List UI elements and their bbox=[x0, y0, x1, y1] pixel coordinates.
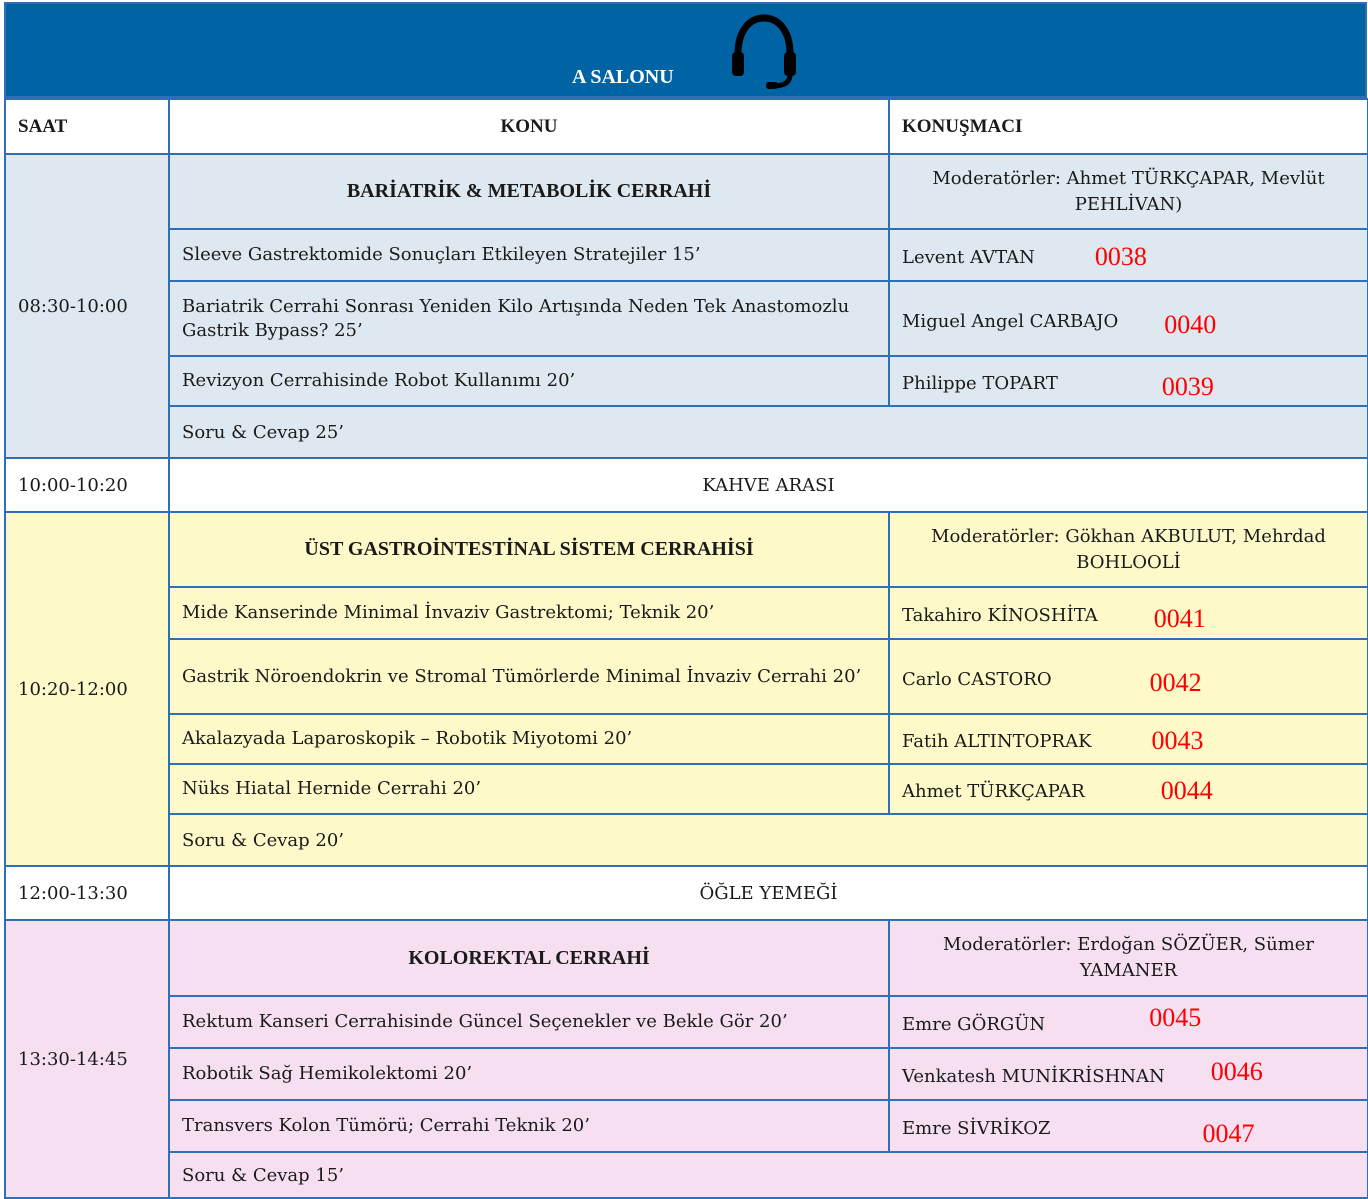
talk-topic: Rektum Kanseri Cerrahisinde Güncel Seçenekler ve Bekle Gör 20’ bbox=[169, 996, 889, 1048]
speaker-name: Carlo CASTORO bbox=[902, 668, 1052, 690]
break-label: ÖĞLE YEMEĞİ bbox=[169, 866, 1368, 920]
speaker-name: Miguel Angel CARBAJO bbox=[902, 310, 1119, 332]
abstract-code: 0039 bbox=[1161, 372, 1214, 401]
speaker-name: Venkatesh MUNİKRİSHNAN bbox=[902, 1066, 1165, 1087]
col-header-konusmaci: KONUŞMACI bbox=[889, 99, 1368, 154]
table-row bbox=[5, 356, 1368, 406]
abstract-code: 0043 bbox=[1151, 726, 1204, 755]
talk-speaker-cell bbox=[889, 229, 1368, 281]
speaker-name: Philippe TOPART bbox=[902, 373, 1058, 394]
qa-row bbox=[5, 1152, 1368, 1198]
speaker-name: Levent AVTAN bbox=[902, 247, 1035, 268]
session-time: 13:30-14:45 bbox=[5, 920, 169, 1198]
hall-title: A SALONU bbox=[572, 66, 674, 88]
talk-topic: Gastrik Nöroendokrin ve Stromal Tümörlerde Minimal İnvaziv Cerrahi 20’ bbox=[169, 639, 889, 714]
schedule-table bbox=[4, 98, 1368, 1199]
talk-topic: Bariatrik Cerrahi Sonrası Yeniden Kilo Artışında Neden Tek Anastomozlu Gastrik Bypass? 25’ bbox=[169, 281, 889, 356]
table-row bbox=[5, 1100, 1368, 1152]
session-title-row bbox=[5, 920, 1368, 996]
abstract-code: 0047 bbox=[1202, 1119, 1255, 1148]
col-header-konu: KONU bbox=[169, 99, 889, 154]
talk-speaker-cell bbox=[889, 714, 1368, 764]
table-row bbox=[5, 587, 1368, 639]
talk-topic: Sleeve Gastrektomide Sonuçları Etkileyen Stratejiler 15’ bbox=[169, 229, 889, 281]
abstract-code: 0046 bbox=[1210, 1057, 1263, 1086]
talk-speaker-cell bbox=[889, 1100, 1368, 1152]
hall-header bbox=[4, 2, 1367, 98]
moderators: Moderatörler: Ahmet TÜRKÇAPAR, Mevlüt PEHLİVAN) bbox=[889, 154, 1368, 229]
table-row bbox=[5, 996, 1368, 1048]
qa-label: Soru & Cevap 25’ bbox=[169, 406, 1368, 458]
talk-topic: Robotik Sağ Hemikolektomi 20’ bbox=[169, 1048, 889, 1100]
table-row bbox=[5, 1048, 1368, 1100]
table-row bbox=[5, 639, 1368, 714]
speaker-name: Takahiro KİNOSHİTA bbox=[902, 605, 1098, 626]
qa-row bbox=[5, 814, 1368, 866]
talk-topic: Nüks Hiatal Hernide Cerrahi 20’ bbox=[169, 764, 889, 814]
speaker-name: Emre GÖRGÜN bbox=[902, 1014, 1046, 1035]
table-row bbox=[5, 281, 1368, 356]
qa-label: Soru & Cevap 20’ bbox=[169, 814, 1368, 866]
session-title: BARİATRİK & METABOLİK CERRAHİ bbox=[169, 154, 889, 229]
abstract-code: 0041 bbox=[1153, 604, 1206, 633]
session-title: ÜST GASTROİNTESTİNAL SİSTEM CERRAHİSİ bbox=[169, 512, 889, 587]
break-row bbox=[5, 458, 1368, 512]
talk-topic: Akalazyada Laparoskopik – Robotik Miyotomi 20’ bbox=[169, 714, 889, 764]
table-row bbox=[5, 714, 1368, 764]
session-title-row bbox=[5, 154, 1368, 229]
headset-icon bbox=[728, 14, 800, 90]
talk-speaker-cell bbox=[889, 1048, 1368, 1100]
col-header-saat: SAAT bbox=[5, 99, 169, 154]
talk-speaker-cell bbox=[889, 639, 1368, 714]
speaker-name: Fatih ALTINTOPRAK bbox=[902, 731, 1092, 752]
session-title: KOLOREKTAL CERRAHİ bbox=[169, 920, 889, 996]
talk-topic: Mide Kanserinde Minimal İnvaziv Gastrektomi; Teknik 20’ bbox=[169, 587, 889, 639]
abstract-code: 0044 bbox=[1160, 776, 1213, 805]
program-schedule bbox=[4, 2, 1367, 1187]
qa-label: Soru & Cevap 15’ bbox=[169, 1152, 1368, 1198]
talk-topic: Revizyon Cerrahisinde Robot Kullanımı 20’ bbox=[169, 356, 889, 406]
qa-row bbox=[5, 406, 1368, 458]
session-time: 08:30-10:00 bbox=[5, 154, 169, 458]
talk-speaker-cell bbox=[889, 587, 1368, 639]
table-row bbox=[5, 764, 1368, 814]
break-row bbox=[5, 866, 1368, 920]
talk-speaker-cell bbox=[889, 356, 1368, 406]
moderators: Moderatörler: Erdoğan SÖZÜER, Sümer YAMANER bbox=[889, 920, 1368, 996]
break-label: KAHVE ARASI bbox=[169, 458, 1368, 512]
abstract-code: 0045 bbox=[1149, 1003, 1202, 1032]
talk-topic: Transvers Kolon Tümörü; Cerrahi Teknik 20’ bbox=[169, 1100, 889, 1152]
break-time: 12:00-13:30 bbox=[5, 866, 169, 920]
abstract-code: 0038 bbox=[1094, 242, 1147, 271]
session-title-row bbox=[5, 512, 1368, 587]
table-row bbox=[5, 229, 1368, 281]
talk-speaker-cell bbox=[889, 996, 1368, 1048]
moderators: Moderatörler: Gökhan AKBULUT, Mehrdad BOHLOOLİ bbox=[889, 512, 1368, 587]
talk-speaker-cell bbox=[889, 281, 1368, 356]
abstract-code: 0042 bbox=[1149, 667, 1202, 697]
speaker-name: Emre SİVRİKOZ bbox=[902, 1118, 1051, 1139]
abstract-code: 0040 bbox=[1164, 309, 1217, 339]
speaker-name: Ahmet TÜRKÇAPAR bbox=[902, 781, 1085, 802]
talk-speaker-cell bbox=[889, 764, 1368, 814]
table-header-row bbox=[5, 99, 1368, 154]
session-time: 10:20-12:00 bbox=[5, 512, 169, 866]
break-time: 10:00-10:20 bbox=[5, 458, 169, 512]
